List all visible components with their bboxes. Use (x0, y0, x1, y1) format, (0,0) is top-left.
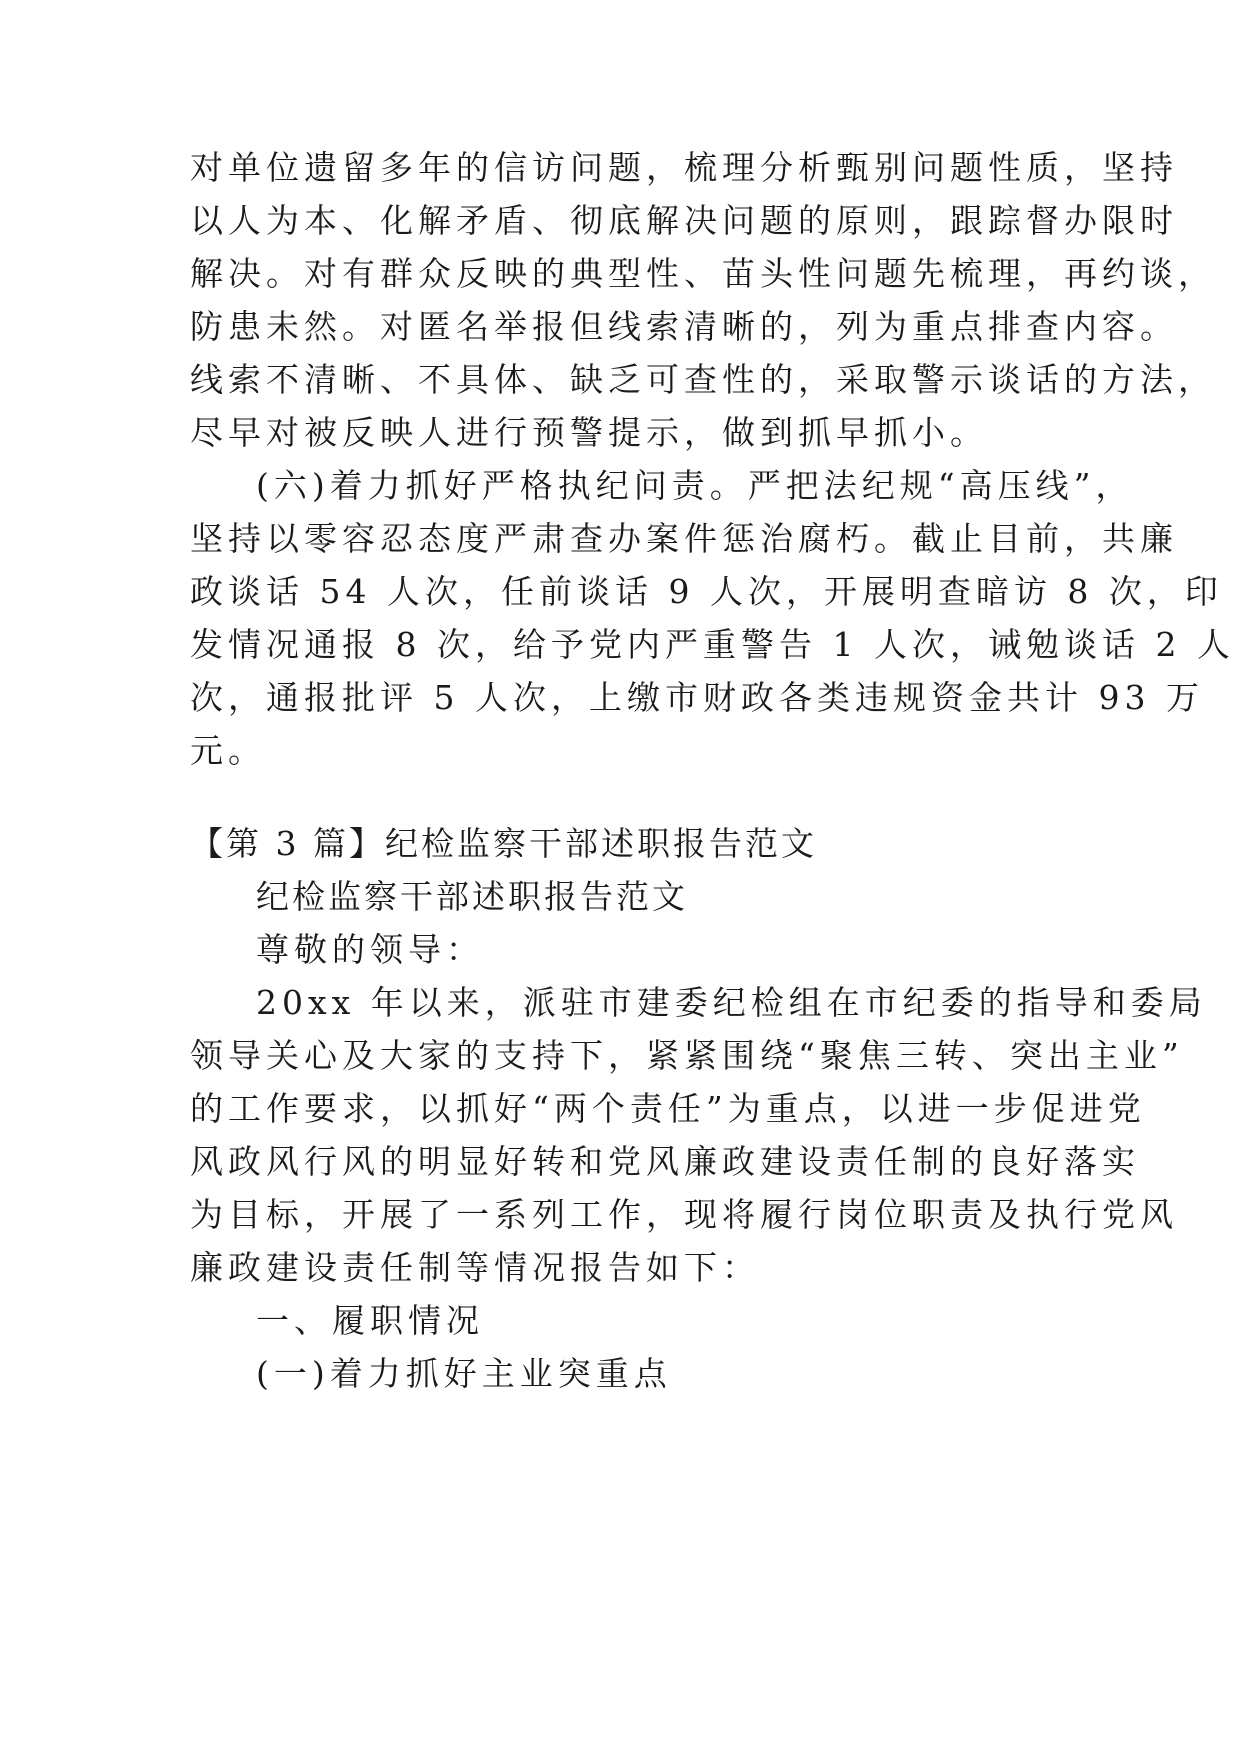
paragraph-line: 线索不清晰、不具体、缺乏可查性的，采取警示谈话的方法， (190, 360, 1216, 399)
paragraph-line: 次，通报批评 5 人次，上缴市财政各类违规资金共计 93 万 (190, 678, 1204, 717)
paragraph-line: 政谈话 54 人次，任前谈话 9 人次，开展明查暗访 8 次，印 (190, 572, 1223, 611)
paragraph-line: 风政风行风的明显好转和党风廉政建设责任制的良好落实 (190, 1142, 1140, 1181)
section-subheading: 一、履职情况 (256, 1301, 484, 1340)
section-subheading: (一)着力抓好主业突重点 (256, 1354, 672, 1393)
paragraph-line: 尽早对被反映人进行预警提示，做到抓早抓小。 (190, 413, 988, 452)
paragraph-line: 解决。对有群众反映的典型性、苗头性问题先梳理，再约谈， (190, 254, 1216, 293)
paragraph-line: 领导关心及大家的支持下，紧紧围绕“聚焦三转、突出主业” (190, 1036, 1184, 1075)
paragraph-line: 的工作要求，以抓好“两个责任”为重点，以进一步促进党 (190, 1089, 1146, 1128)
paragraph-line: 对单位遗留多年的信访问题，梳理分析甄别问题性质，坚持 (190, 148, 1178, 187)
document-title: 纪检监察干部述职报告范文 (256, 877, 688, 916)
paragraph-line: 发情况通报 8 次，给予党内严重警告 1 人次，诫勉谈话 2 人 (190, 625, 1235, 664)
salutation: 尊敬的领导： (256, 930, 484, 969)
paragraph-line: 以人为本、化解矛盾、彻底解决问题的原则，跟踪督办限时 (190, 201, 1178, 240)
paragraph-line: (六)着力抓好严格执纪问责。严把法纪规“高压线”， (256, 466, 1134, 505)
paragraph-line: 防患未然。对匿名举报但线索清晰的，列为重点排查内容。 (190, 307, 1178, 346)
section-heading: 【第 3 篇】纪检监察干部述职报告范文 (190, 824, 817, 863)
paragraph-line: 元。 (190, 731, 266, 770)
paragraph-line: 坚持以零容忍态度严肃查办案件惩治腐朽。截止目前，共廉 (190, 519, 1178, 558)
paragraph-line: 为目标，开展了一系列工作，现将履行岗位职责及执行党风 (190, 1195, 1178, 1234)
paragraph-line: 廉政建设责任制等情况报告如下： (190, 1248, 760, 1287)
paragraph-line: 20xx 年以来，派驻市建委纪检组在市纪委的指导和委局 (256, 983, 1207, 1022)
